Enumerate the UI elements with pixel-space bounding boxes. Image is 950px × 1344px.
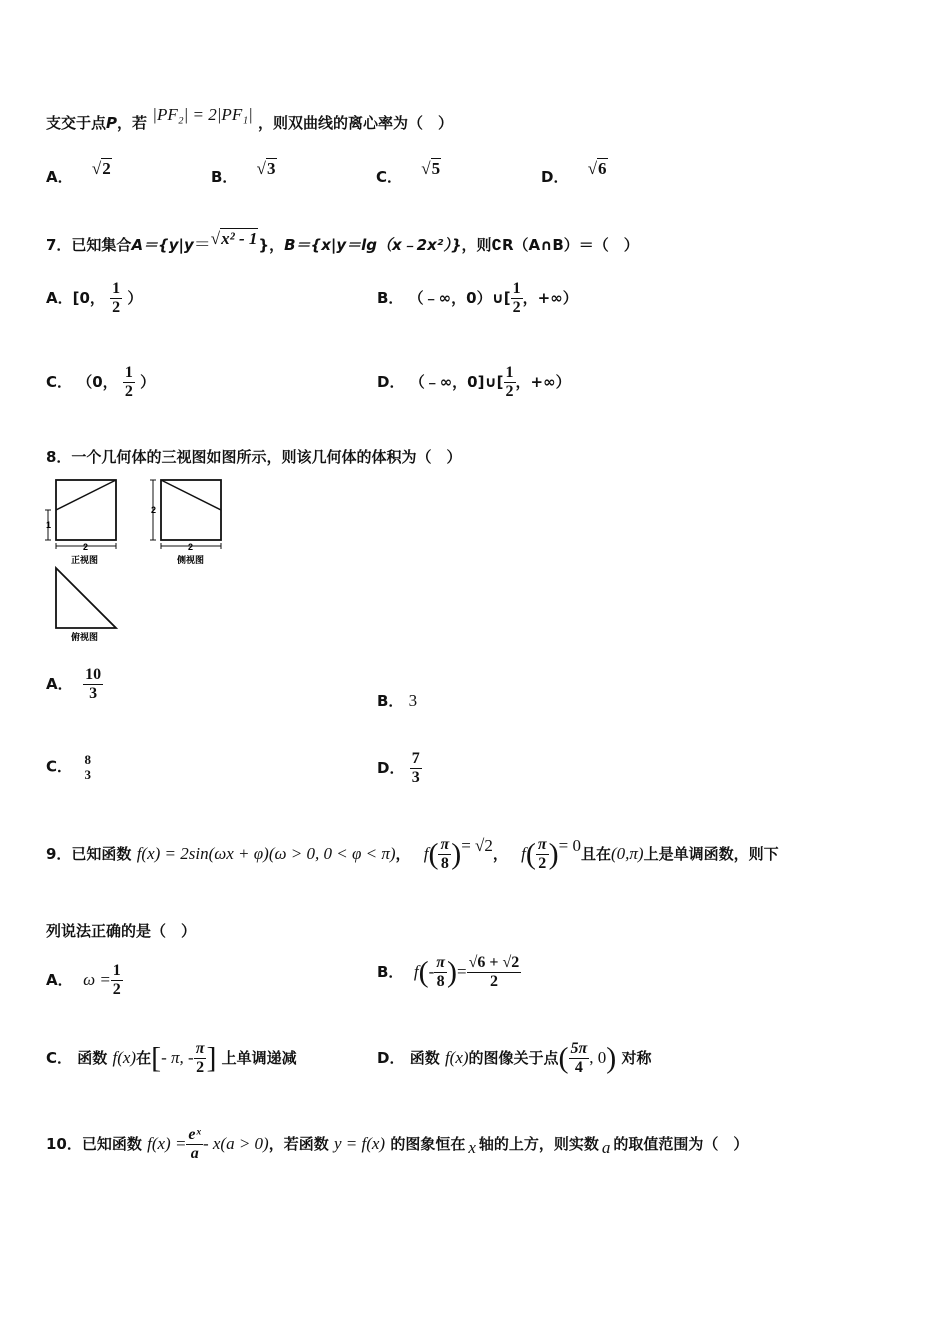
side-view-diagonal <box>161 480 221 510</box>
q7-option-a[interactable]: A．[0， $\frac{1}{2}$ ） <box>46 280 143 316</box>
q9-stem: 9．已知函数 f(x) = 2sin(ωx + φ)(ω > 0, 0 < φ < π)， f( $\frac{\pi}{8}$ )= √2， f( $\frac{\pi}{2}$ )= 0且在(0,π)上是单调函数，则下 <box>46 836 779 872</box>
fraction: 8 3 <box>84 752 91 782</box>
side-height-dim: 2 <box>151 505 157 515</box>
sqrt-symbol: √6 <box>587 159 607 178</box>
side-view-label: 侧视图 <box>177 555 205 565</box>
front-width-dim: 2 <box>83 542 89 552</box>
q6-option-b[interactable]: B． √3 <box>211 159 276 186</box>
top-view-triangle <box>56 568 116 628</box>
q7-stem: 7．已知集合A＝{y|y＝√x² - 1}，B＝{x|y＝lg（x﹣2x²）}，则∁R（A∩B）＝（ ） <box>46 229 639 254</box>
q9-stem-line2: 列说法正确的是（ ） <box>46 922 197 940</box>
sqrt-symbol: √3 <box>256 159 276 178</box>
sqrt-symbol: √2 <box>91 159 111 178</box>
q9-option-d[interactable]: D． 函数 f(x)的图像关于点( $\frac{5\pi}{4}$ , 0) 对称 <box>377 1040 652 1076</box>
fraction: $\frac{\text{eˣ}}{a}$ <box>188 1126 201 1162</box>
q6-option-a[interactable]: A． √2 <box>46 159 111 186</box>
sqrt-symbol: √5 <box>421 159 441 178</box>
q9-option-a[interactable]: A． ω = $\frac{1}{2}$ <box>46 962 121 998</box>
side-width-dim: 2 <box>188 542 194 552</box>
q8-option-d[interactable]: D． $\frac{7}{3}$ <box>377 750 420 786</box>
q6-option-d[interactable]: D． √6 <box>541 159 607 186</box>
q6-option-c[interactable]: C． √5 <box>376 159 441 186</box>
q9-option-c[interactable]: C． 函数 f(x)在[- π, - $\frac{\pi}{2}$ ] 上单调递减 <box>46 1040 297 1076</box>
fraction: $\frac{\pi}{8}$ <box>436 954 446 990</box>
q6-condition-formula: |PF₂| = 2|PF₁| <box>152 105 253 124</box>
fraction: $\frac{\pi}{2}$ <box>537 836 547 872</box>
fraction: $\frac{\pi}{2}$ <box>195 1040 205 1076</box>
fraction: $\frac{\pi}{8}$ <box>440 836 450 872</box>
fraction: $\frac{5\pi}{4}$ <box>570 1040 588 1076</box>
q8-option-a[interactable]: A． $\frac{10}{3}$ <box>46 666 102 702</box>
q9-option-b[interactable]: B． f(- $\frac{\pi}{8}$ )= $\frac{√6 + √2}{2}$ <box>377 954 520 990</box>
fraction: $\frac{√6 + √2}{2}$ <box>468 954 520 990</box>
q8-stem: 8．一个几何体的三视图如图所示，则该几何体的体积为（ ） <box>46 448 462 466</box>
fraction: $\frac{1}{2}$ <box>112 962 121 998</box>
side-view-square <box>161 480 221 540</box>
fraction: $\frac{1}{2}$ <box>505 364 514 400</box>
front-view-label: 正视图 <box>71 555 99 565</box>
q7-option-d[interactable]: D． （﹣∞，0]∪[ $\frac{1}{2}$ ，+∞） <box>377 364 571 400</box>
q7-option-c[interactable]: C． （0， $\frac{1}{2}$ ） <box>46 364 156 400</box>
front-height-dim: 1 <box>46 520 52 530</box>
front-view-square <box>56 480 116 540</box>
three-view-figure <box>40 474 240 649</box>
q6-stem: 支交于点P，若 |PF₂| = 2|PF₁| ，则双曲线的离心率为（ ） <box>46 105 454 132</box>
top-view-label: 俯视图 <box>71 632 99 642</box>
front-view-diagonal <box>56 480 116 510</box>
fraction: $\frac{10}{3}$ <box>85 666 102 702</box>
fraction: $\frac{1}{2}$ <box>124 364 133 400</box>
fraction: $\frac{7}{3}$ <box>411 750 420 786</box>
q8-option-c[interactable]: C． 8 3 <box>46 752 91 782</box>
fraction: $\frac{1}{2}$ <box>512 280 521 316</box>
fraction: $\frac{1}{2}$ <box>112 280 121 316</box>
q10-stem: 10．已知函数 f(x) = $\frac{\text{eˣ}}{a}$ - x(a > 0)，若函数 y = f(x) 的图象恒在 x 轴的上方，则实数 a 的取值范围为（ ） <box>46 1126 749 1162</box>
q9-function-def: f(x) = 2sin(ωx + φ)(ω > 0, 0 < φ < π) <box>136 844 396 863</box>
sqrt-symbol: √x² - 1 <box>210 229 258 248</box>
q8-option-b[interactable]: B． 3 <box>377 691 418 710</box>
q7-option-b[interactable]: B． （﹣∞，0）∪[ $\frac{1}{2}$ ，+∞） <box>377 280 578 316</box>
